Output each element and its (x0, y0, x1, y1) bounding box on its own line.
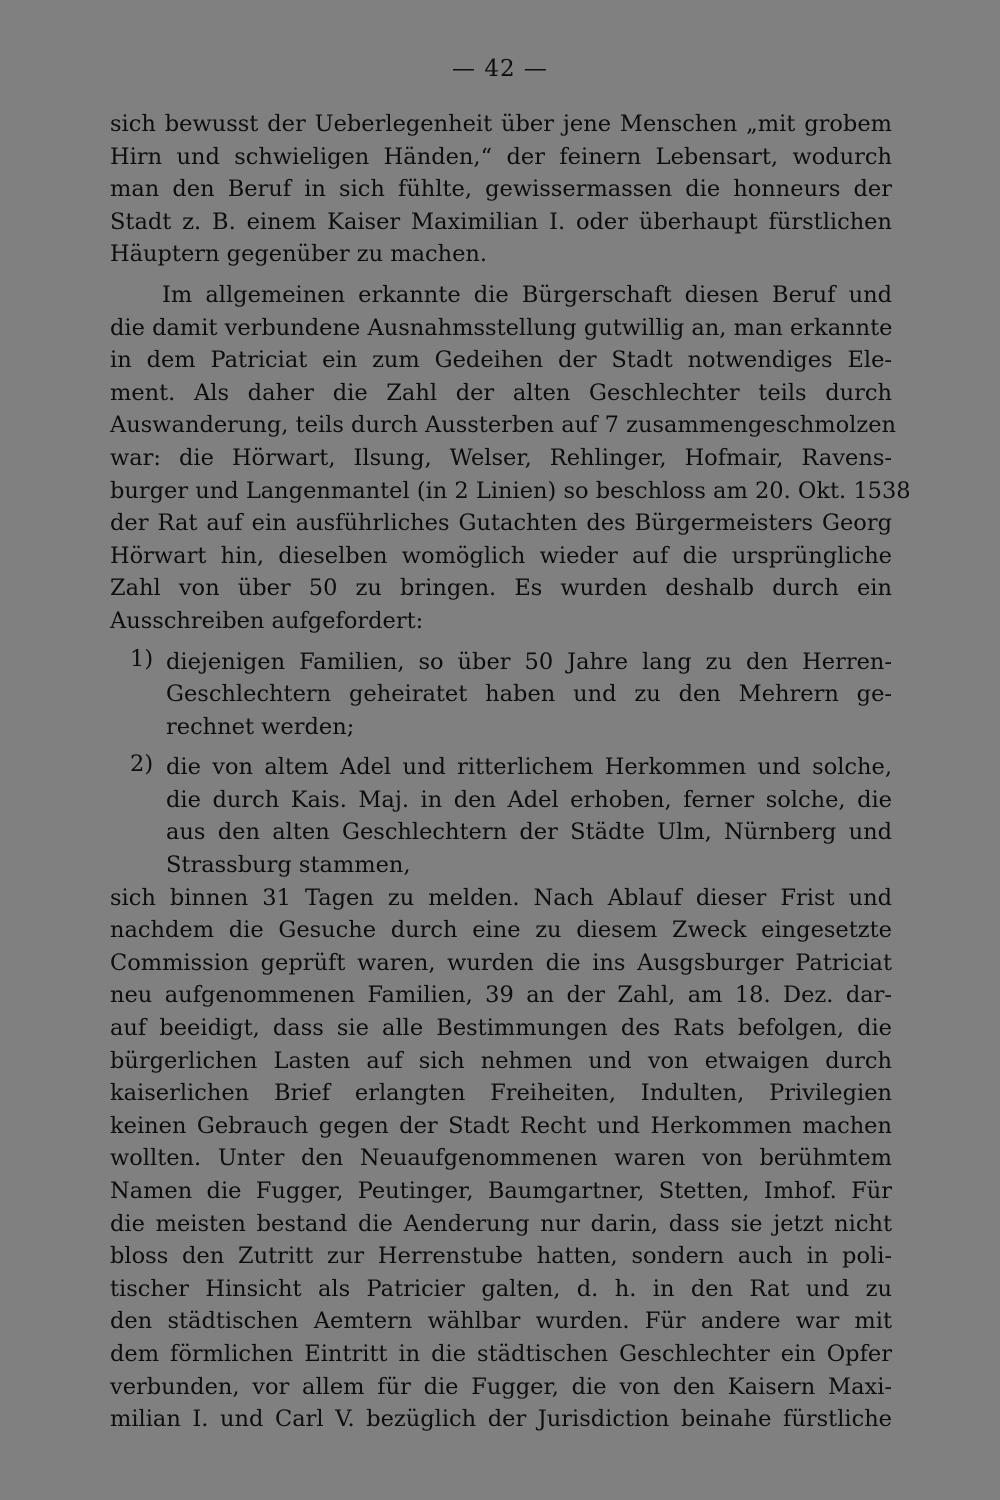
text-line: rechnet werden; (166, 713, 355, 740)
text-line: in dem Patriciat ein zum Gedeihen der Stadt notwendiges Ele- (110, 347, 892, 374)
text-line: neu aufgenommenen Familien, 39 an der Zahl, am 18. Dez. dar- (110, 982, 892, 1009)
text-line: bürgerlichen Lasten auf sich nehmen und von etwaigen durch (110, 1047, 892, 1074)
paragraph-3 (110, 882, 892, 1436)
list-marker: 2) (130, 751, 154, 778)
text-line: Strassburg stammen, (166, 852, 411, 879)
text-line: Stadt z. B. einem Kaiser Maximilian I. oder überhaupt fürstlichen (110, 208, 892, 235)
text-line: Commission geprüft waren, wurden die ins Ausgsburger Patriciat (110, 949, 892, 976)
paragraph-gap (110, 271, 892, 279)
text-line: man den Beruf in sich fühlte, gewissermassen die honneurs der (110, 176, 892, 203)
text-line: kaiserlichen Brief erlangten Freiheiten, Indulten, Privilegien (110, 1080, 892, 1107)
text-line: auf beeidigt, dass sie alle Bestimmungen des Rats befolgen, die (110, 1015, 892, 1042)
text-line: milian I. und Carl V. bezüglich der Jurisdiction beinahe fürstliche (110, 1406, 892, 1433)
text-line: burger und Langenmantel (in 2 Linien) so beschloss am 20. Okt. 1538 (110, 477, 911, 504)
text-line: Geschlechtern geheiratet haben und zu den Mehrern ge- (166, 681, 892, 708)
paragraph-gap (110, 638, 892, 646)
enumerated-list (110, 646, 892, 882)
text-line: aus den alten Geschlechtern der Städte Ulm, Nürnberg und (166, 819, 892, 846)
text-line: Ausschreiben aufgefordert: (110, 607, 424, 634)
text-line: Hörwart hin, dieselben womöglich wieder auf die ursprüngliche (110, 542, 892, 569)
list-item (110, 646, 892, 744)
text-line: bloss den Zutritt zur Herrenstube hatten, sondern auch in poli- (110, 1243, 892, 1270)
text-line: die meisten bestand die Aenderung nur darin, dass sie jetzt nicht (110, 1210, 892, 1237)
text-line: verbunden, vor allem für die Fugger, die von den Kaisern Maxi- (110, 1373, 892, 1400)
text-line: Namen die Fugger, Peutinger, Baumgartner, Stetten, Imhof. Für (110, 1178, 892, 1204)
text-line: tischer Hinsicht als Patricier galten, d. h. in den Rat und zu (110, 1275, 892, 1302)
text-line: keinen Gebrauch gegen der Stadt Recht und Herkommen machen (110, 1112, 892, 1139)
text-line: Im allgemeinen erkannte die Bürgerschaft diesen Beruf und (162, 281, 892, 308)
text-line: war: die Hörwart, Ilsung, Welser, Rehlinger, Hofmair, Ravens- (110, 444, 892, 471)
list-item (110, 751, 892, 881)
text-line: Hirn und schwieligen Händen,“ der feinern Lebensart, wodurch (110, 143, 892, 170)
list-gap (110, 743, 892, 751)
paragraph-2 (110, 279, 911, 638)
text-line: nachdem die Gesuche durch eine zu diesem Zweck eingesetzte (110, 917, 892, 944)
text-line: die durch Kais. Maj. in den Adel erhoben, ferner solche, die (166, 786, 892, 813)
text-line: ment. Als daher die Zahl der alten Geschlechter teils durch (110, 379, 892, 406)
text-line: den städtischen Aemtern wählbar wurden. Für andere war mit (110, 1308, 892, 1335)
paragraph-1 (110, 108, 892, 271)
text-body (110, 108, 911, 1436)
text-line: der Rat auf ein ausführliches Gutachten des Bürgermeisters Georg (110, 510, 892, 537)
text-line: die von altem Adel und ritterlichem Herkommen und solche, (166, 754, 892, 781)
text-line: Auswanderung, teils durch Aussterben auf 7 zusammengeschmolzen (110, 412, 896, 439)
text-line: sich binnen 31 Tagen zu melden. Nach Ablauf dieser Frist und (110, 884, 892, 911)
text-line: dem förmlichen Eintritt in die städtischen Geschlechter ein Opfer (110, 1340, 892, 1367)
text-line: sich bewusst der Ueberlegenheit über jene Menschen „mit grobem (110, 111, 892, 137)
text-line: Zahl von über 50 zu bringen. Es wurden deshalb durch ein (110, 575, 892, 602)
text-line: wollten. Unter den Neuaufgenommenen waren von berühmtem (110, 1145, 892, 1172)
list-marker: 1) (130, 645, 154, 672)
text-line: Häuptern gegenüber zu machen. (110, 241, 488, 268)
page-number: — 42 — (452, 56, 548, 82)
text-line: diejenigen Familien, so über 50 Jahre lang zu den Herren- (166, 648, 892, 675)
text-line: die damit verbundene Ausnahmsstellung gutwillig an, man erkannte (110, 314, 893, 341)
